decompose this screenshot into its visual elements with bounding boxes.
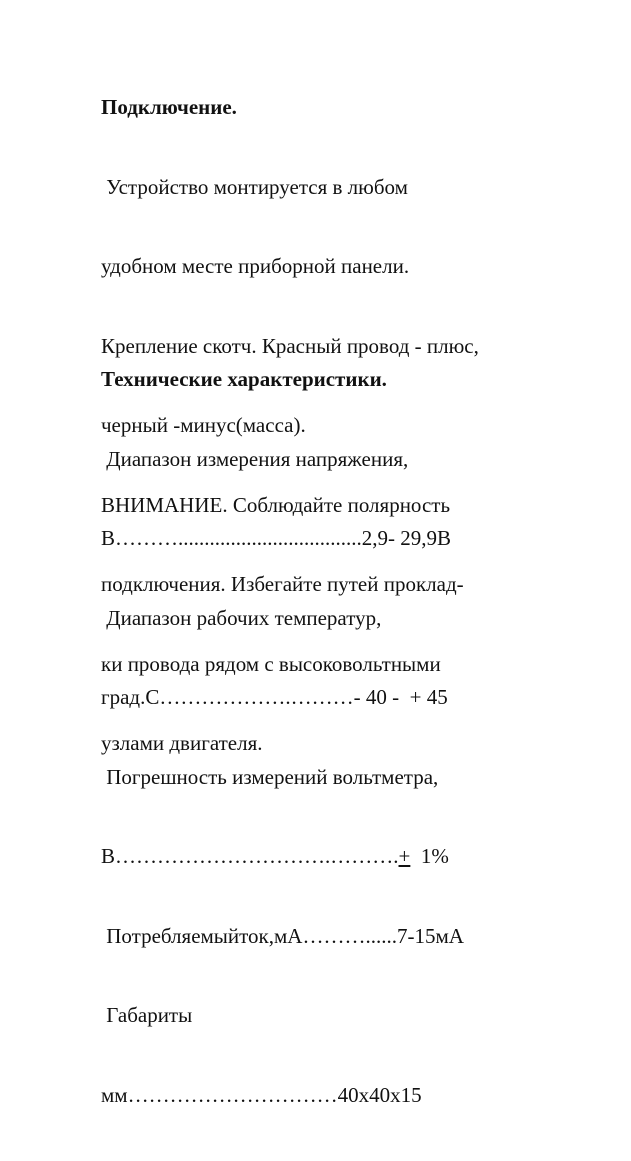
dimensions-value: мм…………………………40х40х15 (101, 1082, 422, 1107)
voltage-range-value: В………...................................2,9- 29,9В (101, 526, 452, 550)
accuracy-prefix: В………………………….………. (101, 844, 399, 868)
accuracy-suffix: 1% (410, 844, 449, 868)
temp-range-label: Диапазон рабочих температур, (101, 605, 382, 630)
connection-line-4: черный -минус(масса). (101, 413, 306, 437)
temp-range-value: град.С……………….………- 40 - + 45 (101, 685, 448, 709)
warning-line-2: подключения. Избегайте путей проклад- (101, 572, 464, 596)
warning-line-4: узлами двигателя. (101, 731, 263, 755)
plus-minus-sign: + (398, 844, 411, 868)
accuracy-value (101, 843, 464, 870)
voltage-range-label: Диапазон измерения напряжения, (101, 446, 409, 471)
dimensions-label: Габариты (101, 1003, 193, 1027)
warning-line-1: ВНИМАНИЕ. Соблюдайте полярность (101, 492, 451, 517)
accuracy-label: Погрешность измерений вольтметра, (101, 764, 439, 789)
current-consumption-line: Потребляемыйток,мА………......7-15мА (101, 923, 464, 948)
connection-line-3: Крепление скотч. Красный провод - плюс, (101, 333, 479, 358)
connection-line-1: Устройство монтируется в любом (101, 174, 408, 199)
connection-line-2: удобном месте приборной панели. (101, 254, 410, 278)
specs-section (101, 313, 464, 1161)
specs-heading: Технические характеристики. (101, 367, 387, 391)
connection-heading: Подключение. (101, 95, 237, 119)
warning-line-3: ки провода рядом с высоковольтными (101, 651, 441, 676)
